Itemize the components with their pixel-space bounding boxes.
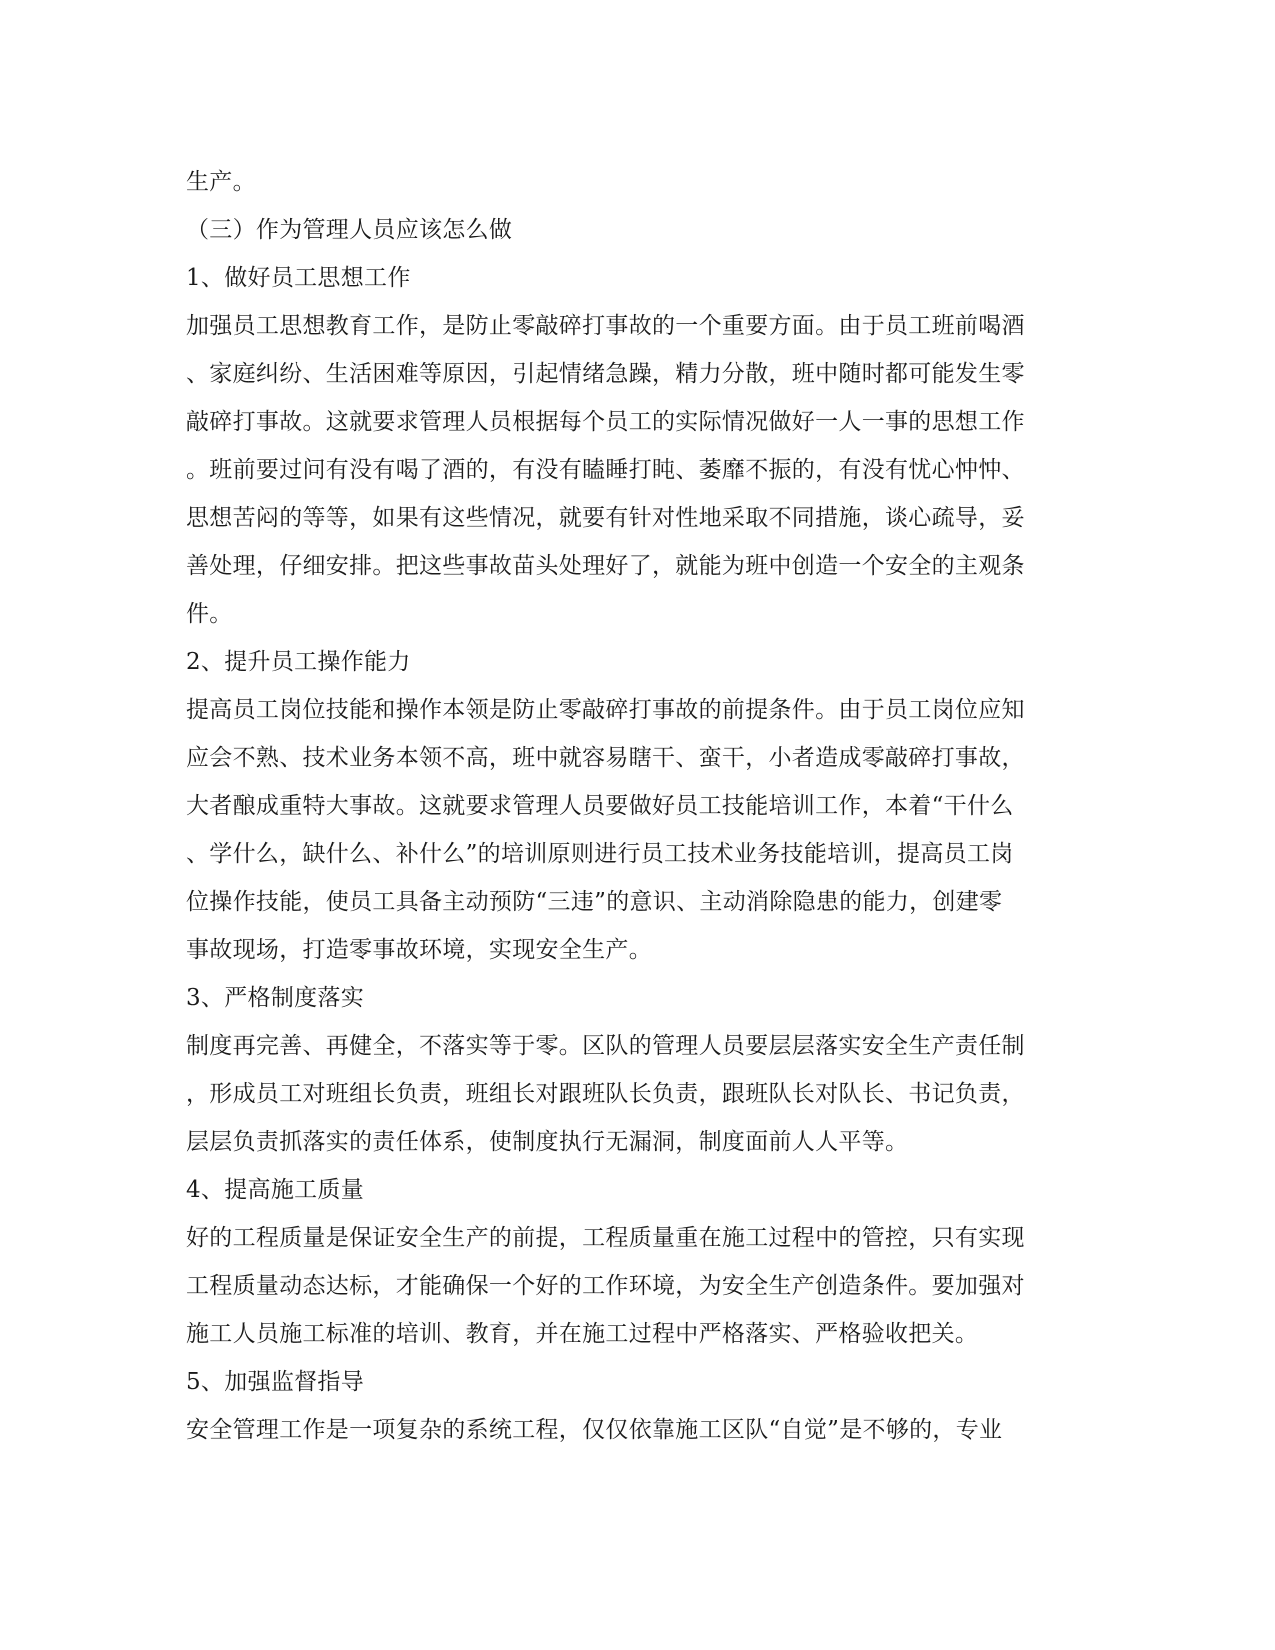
paragraph-line: 事故现场，打造零事故环境，实现安全生产。 xyxy=(186,937,652,963)
paragraph-line: 善处理，仔细安排。把这些事故苗头处理好了，就能为班中创造一个安全的主观条 xyxy=(186,553,1025,579)
paragraph-line: 件。 xyxy=(186,601,233,627)
paragraph-line: 层层负责抓落实的责任体系，使制度执行无漏洞，制度面前人人平等。 xyxy=(186,1129,909,1155)
paragraph-line: 。班前要过问有没有喝了酒的，有没有瞌睡打盹、萎靡不振的，有没有忧心忡忡、 xyxy=(186,457,1025,483)
paragraph-line: 制度再完善、再健全，不落实等于零。区队的管理人员要层层落实安全生产责任制 xyxy=(186,1033,1025,1059)
paragraph-line: 位操作技能，使员工具备主动预防“三违”的意识、主动消除隐患的能力，创建零 xyxy=(186,889,1003,915)
section-heading: （三）作为管理人员应该怎么做 xyxy=(186,217,513,243)
paragraph-line: 提高员工岗位技能和操作本领是防止零敲碎打事故的前提条件。由于员工岗位应知 xyxy=(186,697,1025,723)
subheading-4: 4、提高施工质量 xyxy=(186,1177,365,1203)
paragraph-line: 工程质量动态达标，才能确保一个好的工作环境，为安全生产创造条件。要加强对 xyxy=(186,1273,1025,1299)
paragraph-line: 敲碎打事故。这就要求管理人员根据每个员工的实际情况做好一人一事的思想工作 xyxy=(186,409,1025,435)
subheading-1: 1、做好员工思想工作 xyxy=(186,265,411,291)
paragraph-line: 、学什么，缺什么、补什么”的培训原则进行员工技术业务技能培训，提高员工岗 xyxy=(186,841,1014,867)
subheading-2: 2、提升员工操作能力 xyxy=(186,649,411,675)
paragraph-continuation: 生产。 xyxy=(186,169,256,195)
paragraph-line: 好的工程质量是保证安全生产的前提，工程质量重在施工过程中的管控，只有实现 xyxy=(186,1225,1025,1251)
subheading-3: 3、严格制度落实 xyxy=(186,985,365,1011)
paragraph-line: 应会不熟、技术业务本领不高，班中就容易瞎干、蛮干，小者造成零敲碎打事故， xyxy=(186,745,1025,771)
paragraph-line: 大者酿成重特大事故。这就要求管理人员要做好员工技能培训工作，本着“干什么 xyxy=(186,793,1014,819)
paragraph-line: 加强员工思想教育工作，是防止零敲碎打事故的一个重要方面。由于员工班前喝酒 xyxy=(186,313,1025,339)
paragraph-line: 思想苦闷的等等，如果有这些情况，就要有针对性地采取不同措施，谈心疏导，妥 xyxy=(186,505,1025,531)
paragraph-line: 施工人员施工标准的培训、教育，并在施工过程中严格落实、严格验收把关。 xyxy=(186,1321,979,1347)
paragraph-line: ，形成员工对班组长负责，班组长对跟班队长负责，跟班队长对队长、书记负责， xyxy=(186,1081,1025,1107)
paragraph-line: 、家庭纠纷、生活困难等原因，引起情绪急躁，精力分散，班中随时都可能发生零 xyxy=(186,361,1025,387)
subheading-5: 5、加强监督指导 xyxy=(186,1369,365,1395)
paragraph-line: 安全管理工作是一项复杂的系统工程，仅仅依靠施工区队“自觉”是不够的，专业 xyxy=(186,1417,1003,1443)
